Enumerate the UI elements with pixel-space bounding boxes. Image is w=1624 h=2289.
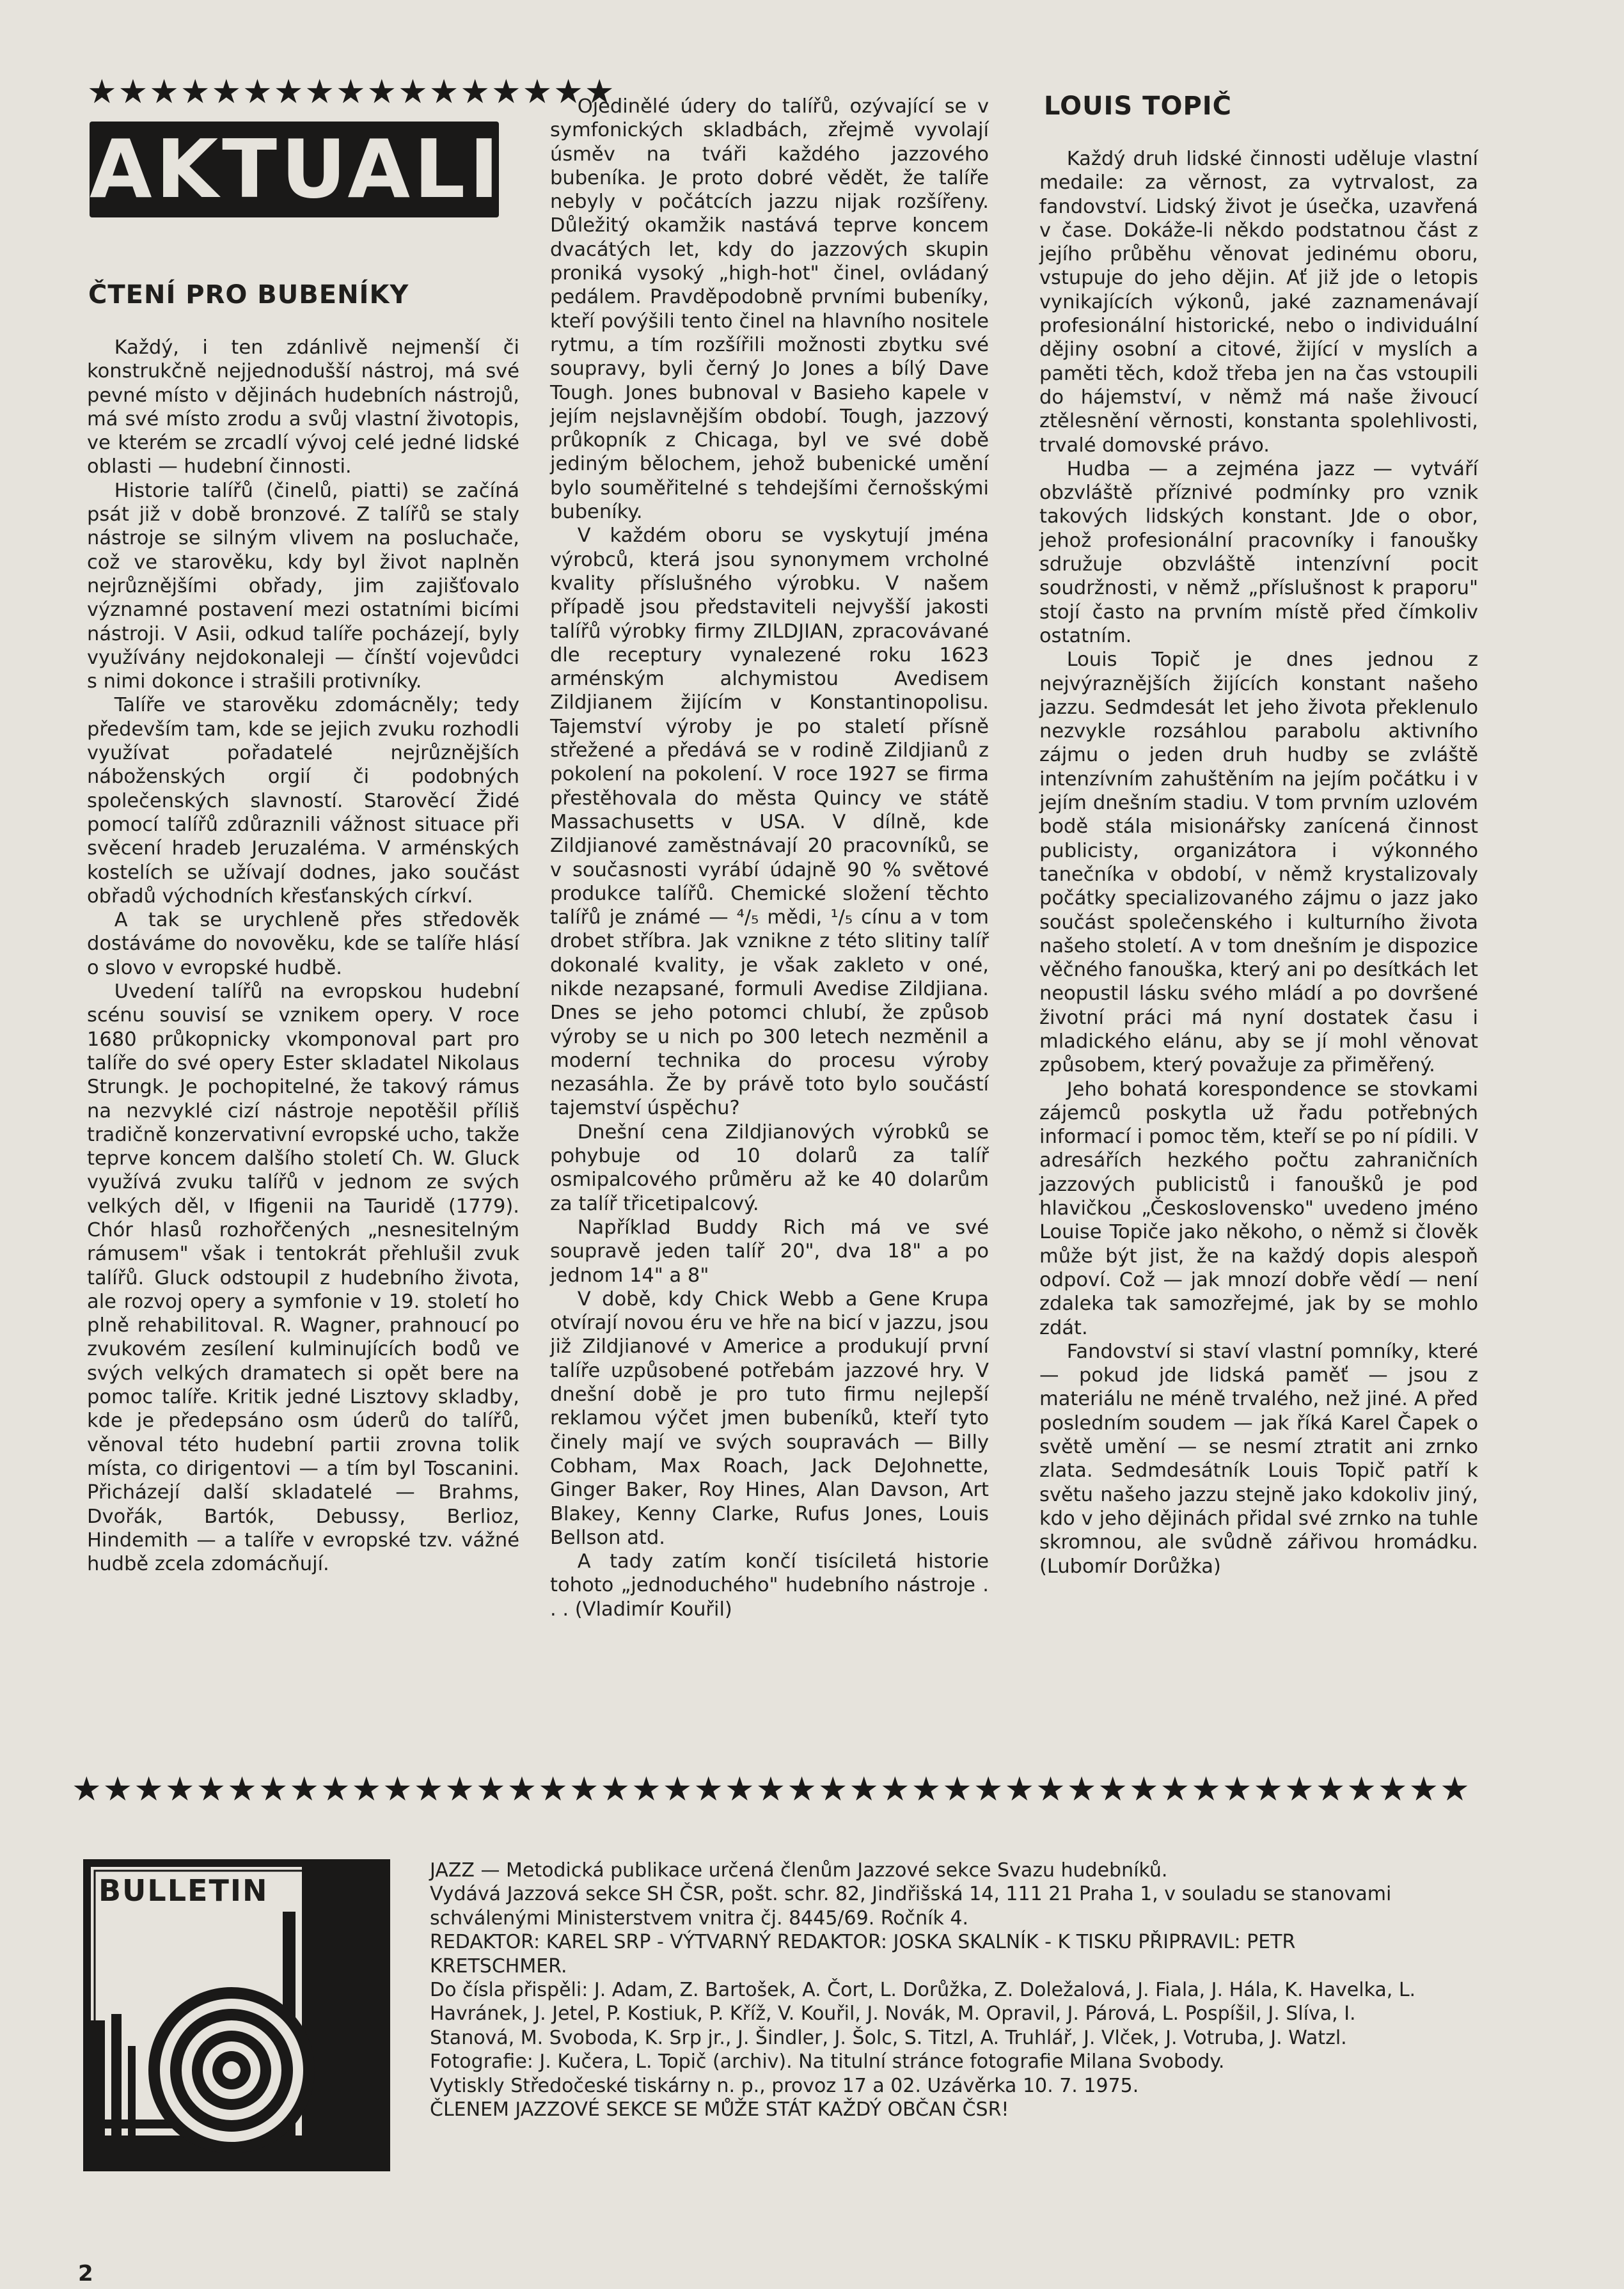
paragraph: Každý, i ten zdánlivě nejmenší či konstrukčně nejjednodušší nástroj, má své pevné místo v dějinách hudebních nástrojů, má své místo zrodu a svůj vlastní životopis, ve kterém se zrcadlí vývoj celé jedné lidské oblasti — hudební činnosti. bbox=[87, 336, 519, 478]
paragraph: Dnešní cena Zildjianových výrobků se pohybuje od 10 dolarů za talíř osmipalcového průměru až ke 40 dolarům za talíř třicetipalcový. bbox=[550, 1121, 989, 1215]
article-body-cteni-continued bbox=[550, 95, 989, 1621]
paragraph: Louis Topič je dnes jednou z nejvýraznějších žijících konstant našeho jazzu. Sedmdesát let jeho života překlenulo nezvykle rozsáhlou parabolu aktivního zájmu o jeden druh hudby se zvláště intenzívním zahuštěním na jejím počátku i v jejím dnešním stadiu. V tom prvním uzlovém bodě stála misionářsky zanícená činnost publicisty, organizátora i výkonného tanečníka v období, v němž krystalizovaly počátky specializovaného zájmu o jazz jako součást společenského i kulturního života našeho století. A v tom dnešním je dispozice věčného fanouška, který ani po desítkách let neopustil lásku svého mládí a po dovršené životní práci má nyní dostatek času i mladického elánu, aby se jí mohl věnovat způsobem, který považuje za přiměřený. bbox=[1039, 649, 1478, 1077]
paragraph: A tak se urychleně přes středověk dostáváme do novověku, kde se talíře hlásí o slovo v evropské hudbě. bbox=[87, 909, 519, 979]
paragraph: Každý druh lidské činnosti uděluje vlastní medaile: za věrnost, za vytrvalost, za fandovství. Lidský život je úsečka, uzavřená v čase. Dokáže-li někdo podstatnou část z jejího průběhu věnovat jedinému oboru, vstupuje do jeho dějin. Ať již jde o letopis vynikajících výkonů, jaké zaznamenávají profesionální historické, nebo o individuální dějiny osobní a citové, žijící v myslích a paměti těch, kdož třeba jen na čas vstoupili do hájemství, v němž má naše živoucí ztělesnění věrnosti, konstanta spolehlivosti, trvalé domovské právo. bbox=[1039, 148, 1478, 457]
paragraph: Fandovství si staví vlastní pomníky, které — pokud jde lidská paměť — jsou z materiálu ne méně trvalého, než jiné. A před posledním soudem — jak říká Karel Čapek o světě umění — se nesmí ztratit ani zrnko zlata. Sedmdesátník Louis Topič patří k světu našeho jazzu stejně jako kdokoliv jiný, kdo v jeho dějinách přidal své zrnko na tuhle skromnou, ale svůdně zářivou hromádku. (Lubomír Dorůžka) bbox=[1039, 1340, 1478, 1578]
divider-stars: ★★★★★★★★★★★★★★★★★★★★★★★★★★★★★★★★★★★★★★★★★★★★★ bbox=[72, 1770, 1471, 1809]
paragraph: A tady zatím končí tisíciletá historie tohoto „jednoduchého" hudebního nástroje . . . (Vladimír Kouřil) bbox=[550, 1550, 989, 1621]
paragraph: V době, kdy Chick Webb a Gene Krupa otvírají novou éru ve hře na bicí v jazzu, jsou již Zildjianové v Americe a produkují první talíře uzpůsobené potřebám jazzové hry. V dnešní době je pro tuto firmu nejlepší reklamou výčet jmen bubeníků, kteří tyto činely mají ve svých soupravách — Billy Cobham, Max Roach, Jack DeJohnette, Ginger Baker, Roy Hines, Alan Davson, Art Blakey, Kenny Clarke, Rufus Jones, Louis Bellson atd. bbox=[550, 1287, 989, 1549]
credits-line: Vydává Jazzová sekce SH ČSR, pošt. schr. 82, Jindřišská 14, 111 21 Praha 1, v souladu se stanovami schválenými Ministerstvem vnitra čj. 8445/69. Ročník 4. bbox=[430, 1883, 1392, 1930]
bulletin-logo bbox=[83, 1859, 390, 2171]
paragraph: Hudba — a zejména jazz — vytváří obzvláště příznivé podmínky pro vznik takových lidských konstant. Jde o obor, jehož profesionální pracovníky i fanoušky sdružuje obzvláště intenzívní pocit soudržnosti, v němž „příslušnost k praporu" stojí často na prvním místě před čímkoliv ostatním. bbox=[1039, 457, 1478, 647]
credits-line: Do čísla přispěli: J. Adam, Z. Bartošek, A. Čort, L. Dorůžka, Z. Doležalová, J. Fiala, J. Hála, K. Havelka, L. Havránek, J. Jetel, P. Kostiuk, P. Kříž, V. Kouřil, J. Novák, M. Opravil, J. Párová, L. Pospíšil, J. Slíva, I. Stanová, M. Svoboda, K. Srp jr., J. Šindler, J. Šolc, S. Titzl, A. Truhlář, J. Vlček, J. Votruba, J. Watzl. bbox=[430, 1979, 1416, 2049]
paragraph: Jeho bohatá korespondence se stovkami zájemců poskytla už řadu potřebných informací i pomoc těm, kteří se po ní pídili. V adresářích hezkého počtu zahraničních jazzových publicistů i fanoušků je pod hlavičkou „Československo" uvedeno jméno Louise Topiče jako někoho, o němž si člověk může být jist, že na každý dopis alespoň odpoví. Což — jak mnozí dobře vědí — není zdaleka tak samozřejmé, jak by se mohlo zdát. bbox=[1039, 1078, 1478, 1339]
article-heading-cteni: ČTENÍ PRO BUBENÍKY bbox=[88, 280, 409, 310]
credits-line: REDAKTOR: KAREL SRP - VÝTVARNÝ REDAKTOR: JOSKA SKALNÍK - K TISKU PŘIPRAVIL: PETR KRETSCHMER. bbox=[430, 1931, 1296, 1978]
masthead-stars: ★★★★★★★★★★★★★★★★★ bbox=[87, 73, 616, 111]
credits-line: Vytiskly Středočeské tiskárny n. p., provoz 17 a 02. Uzávěrka 10. 7. 1975. bbox=[430, 2074, 1139, 2097]
section-title: AKTUALITY bbox=[90, 122, 624, 216]
bulletin-credits bbox=[430, 1859, 1434, 2121]
credits-line: ČLENEM JAZZOVÉ SEKCE SE MŮŽE STÁT KAŽDÝ OBČAN ČSR! bbox=[430, 2098, 1009, 2121]
paragraph: Uvedení talířů na evropskou hudební scénu souvisí se vznikem opery. V roce 1680 průkopnicky vkomponoval part pro talíře do své opery Ester skladatel Nikolaus Strungk. Je pochopitelné, že takový rámus na nezvyklé cizí nástroje nepotěšil příliš tradičně konzervativní evropské ucho, takže teprve koncem dalšího století Ch. W. Gluck využívá zvuku talířů v jednom ze svých velkých děl, v Ifigenii na Tauridě (1779). Chór hlasů rozhořčených „nesnesitelným rámusem" však i tentokrát přehlušil zvuk talířů. Gluck odstoupil z hudebního života, ale rozvoj opery a symfonie v 19. století ho plně rehabilitoval. R. Wagner, prahnoucí po zvukovém zesílení kulminujících bodů ve svých velkých dramatech si opět bere na pomoc talíře. Kritik jedné Lisztovy skladby, kde je předepsáno osm úderů do talířů, věnoval této hudební partii zrovna tolik místa, co dirigentovi — a tím byl Toscanini. Přicházejí další skladatelé — Brahms, Dvořák, Bartók, Debussy, Berlioz, Hindemith — a talíře v evropské tzv. vážné hudbě zcela zdomácňují. bbox=[87, 980, 519, 1576]
article-body-cteni bbox=[87, 336, 519, 1576]
paragraph: V každém oboru se vyskytují jména výrobců, která jsou synonymem vrcholné kvality příslušného výrobku. V našem případě jsou představiteli nejvyšší jakosti talířů výrobky firmy ZILDJIAN, zpracovávané dle receptury vynalezené roku 1623 arménským alchymistou Avedisem Zildjianem žijícím v Konstantinopolisu. Tajemství výroby je po staletí přísně střežené a předává se v rodině Zildjianů z pokolení na pokolení. V roce 1927 se firma přestěhovala do města Quincy ve státě Massachusetts v USA. V dílně, kde Zildjianové zaměstnávají 20 pracovníků, se v současnosti vyrábí údajně 90 % světové produkce talířů. Chemické složení těchto talířů je známé — ⁴/₅ mědi, ¹/₅ cínu a v tom drobet stříbra. Jak vznikne z této slitiny talíř dokonalé kvality, je však zakleto v oné, nikde nezapsané, formuli Avedise Zildjiana. Dnes se jeho potomci chlubí, že způsob výroby se u nich po 300 letech nezměnil a moderní technika do procesu výroby nezasáhla. Že by právě toto bylo součástí tajemství úspěchu? bbox=[550, 524, 989, 1120]
logo-graphic bbox=[91, 1867, 382, 2164]
paragraph: Ojedinělé údery do talířů, ozývající se v symfonických skladbách, zřejmě vyvolají úsměv na tváři každého jazzového bubeníka. Je proto dobré vědět, že talíře nebyly v počátcích jazzu nijak rozšířeny. Důležitý okamžik nastává teprve koncem dvacátých let, kdy do jazzových skupin proniká vysoký „high-hot" činel, ovládaný pedálem. Pravděpodobně prvními bubeníky, kteří povýšili tento činel na hlavního nositele rytmu, a tím rozšířili možnosti zbytku své soupravy, byli černý Jo Jones a bílý Dave Tough. Jones bubnoval v Basieho kapele v jejím nejslavnějším období. Tough, jazzový průkopník z Chicaga, byl ve své době jediným bělochem, jehož bubenické umění bylo souměřitelné s tehdejšími černošskými bubeníky. bbox=[550, 95, 989, 524]
article-body-topic bbox=[1039, 147, 1478, 1578]
article-heading-topic: LOUIS TOPIČ bbox=[1044, 91, 1233, 121]
paragraph: Talíře ve starověku zdomácněly; tedy především tam, kde se jejich zvuku rozhodli využívat pořadatelé nejrůznějších náboženských orgií či podobných společenských slavností. Starověcí Židé pomocí talířů zdůraznili vážnost situace při svěcení hradeb Jeruzaléma. V arménských kostelích se užívají dodnes, jako součást obřadů východních křesťanských církví. bbox=[87, 694, 519, 908]
page-number: 2 bbox=[78, 2261, 93, 2286]
credits-line: JAZZ — Metodická publikace určená členům Jazzové sekce Svazu hudebníků. bbox=[430, 1859, 1168, 1882]
logo-label: BULLETIN bbox=[99, 1873, 269, 1908]
paragraph: Historie talířů (činelů, piatti) se začíná psát již v době bronzové. Z talířů se staly nástroje se silným vlivem na posluchače, což ve starověku, kdy byl život naplněn nejrůznějšími obřady, jim zajišťovalo významné postavení mezi ostatními bicími nástroji. V Asii, odkud talíře pocházejí, byly využívány nejdokonaleji — čínští vojevůdci s nimi dokonce i strašili protivníky. bbox=[87, 479, 519, 693]
paragraph: Například Buddy Rich má ve své soupravě jeden talíř 20", dva 18" a po jednom 14" a 8" bbox=[550, 1216, 989, 1287]
credits-line: Fotografie: J. Kučera, L. Topič (archiv). Na titulní stránce fotografie Milana Svobody. bbox=[430, 2050, 1225, 2073]
